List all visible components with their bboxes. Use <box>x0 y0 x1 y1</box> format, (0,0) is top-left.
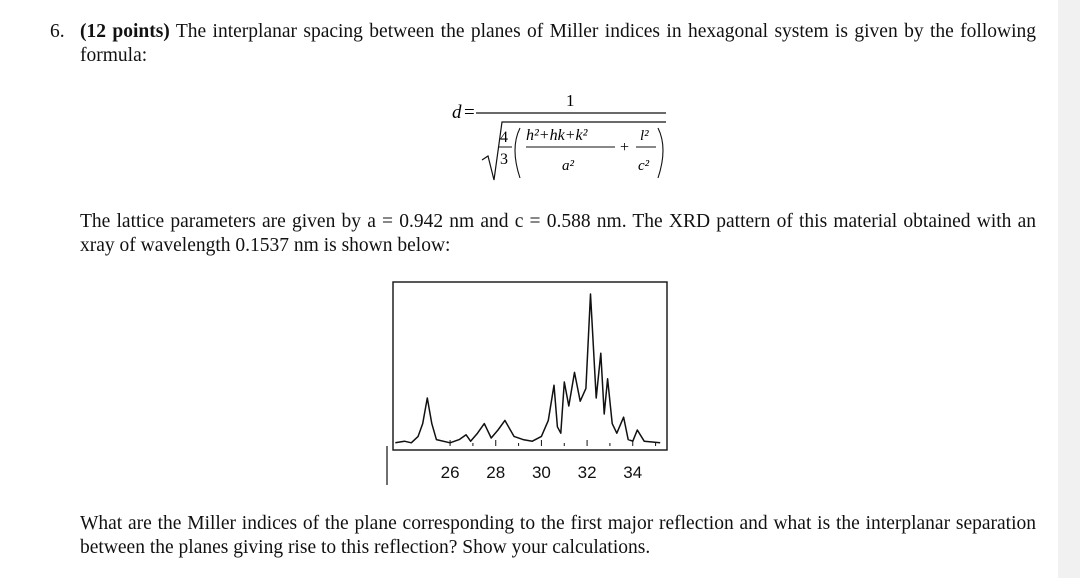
question-body: The interplanar spacing between the planes of Miller indices in hexagonal system is given by the following formula: <box>80 21 1036 66</box>
lattice-parameters-text: The lattice parameters are given by a = 0.942 nm and c = 0.588 nm. The XRD pattern of this material obtained with an xray of wavelength 0.1537 nm is shown below: <box>80 211 1036 256</box>
formula-frac-3: 3 <box>500 151 508 168</box>
x-tick-label: 34 <box>623 463 643 482</box>
right-margin-strip <box>1058 0 1080 578</box>
right-paren <box>658 128 663 178</box>
x-tick-label: 28 <box>486 463 506 482</box>
formula-l-term: l² <box>640 128 649 144</box>
x-tick-label: 26 <box>440 463 460 482</box>
formula-a-term: a² <box>562 158 574 174</box>
x-tick-label: 32 <box>577 463 597 482</box>
formula-equals: = <box>464 102 475 123</box>
formula-d: d <box>452 102 462 123</box>
final-question-text: What are the Miller indices of the plane corresponding to the first major reflection and what is the interplanar separation between the planes giving rise to this reflection? Show your calculations. <box>80 513 1036 558</box>
interplanar-spacing-formula <box>440 86 680 186</box>
question-points: (12 points) <box>80 21 170 42</box>
formula-c-term: c² <box>638 158 650 174</box>
xrd-pattern-chart <box>380 278 680 488</box>
question-number: 6. <box>50 21 65 42</box>
formula-hk-term: h²+hk+k² <box>526 127 588 144</box>
formula-frac-4: 4 <box>500 129 508 146</box>
formula-numerator: 1 <box>566 91 575 110</box>
x-tick-label: 30 <box>531 463 551 482</box>
question-text <box>80 20 1036 68</box>
formula-plus: + <box>620 139 630 156</box>
left-paren <box>515 128 520 178</box>
xrd-intensity-curve <box>395 294 660 443</box>
